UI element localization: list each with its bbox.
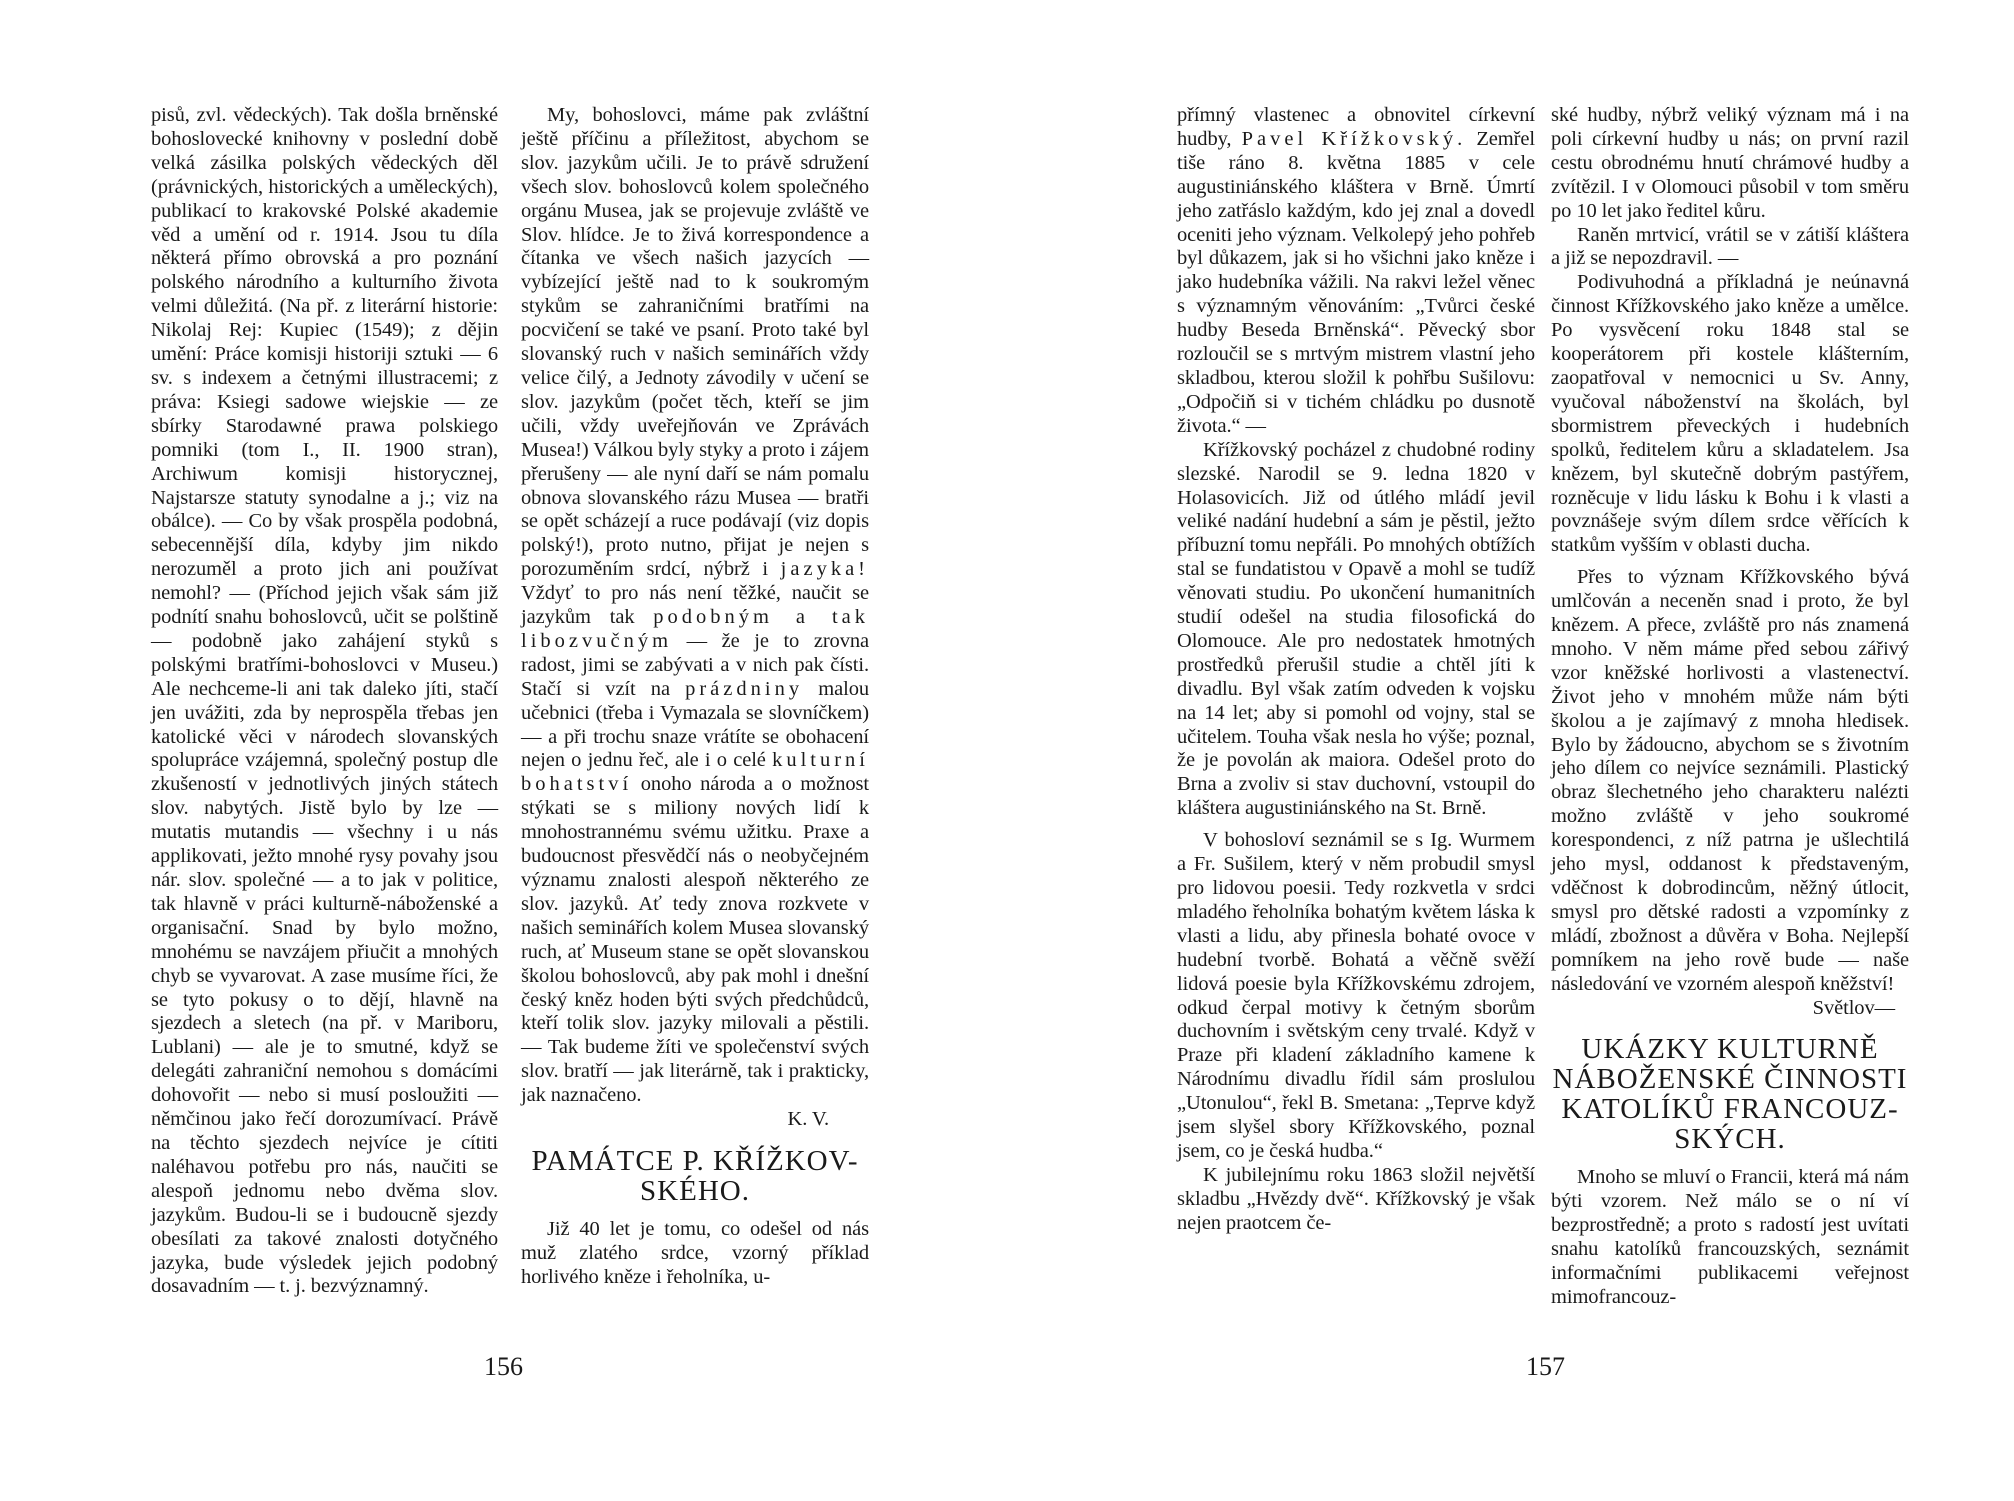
paragraph: pisů, zvl. vědeckých). Tak došla brněnské bohoslovecké knihovny v poslední době velká zásilka polských vědeckých děl (právnických, historických a uměleckých), publikací to krakovské Polské akademie věd a umění od r. 1914. Jsou tu díla některá přímo obrovská a pro poznání polského národního a kulturního života velmi důležitá. (Na př. z literární historie: Nikolaj Rej: Kupiec (1549); z dějin umění: Práce komisji historiji sztuki — 6 sv. s indexem a četnými illustracemi; z práva: Ksiegi sadowe wiejskie — ze sbírky Starodawné prawa polskiego pomniki (tom I., II. 1900 stran), Archiwum komisji historycznej, Najstarsze statuty synodalne a j.; viz na obálce). — Co by však prospěla podobná, sebecennější díla, kdyby jim nikdo nerozuměl a proto jich ani používat nemohl? — (Příchod jejich však sám již podnítí snahu bohoslovců, učit se polštině — podobně jako zahájení styků s polskými bratřími-bohoslovci v Museu.) Ale nechceme-li ani tak daleko jíti, stačí jen uvážiti, zda by neprospěla třebas jen katolické věci v národech slovanských spolupráce vzájemná, společný postup dle zkušeností v jednotlivých jiných státech slov. nabytých. Jistě bylo by lze — mutatis mutandis — všechny i u nás applikovati, ježto mnohé rysy povahy jsou nár. slov. společné — a to jak v politice, tak hlavně v práci kulturně-náboženské a organisační. Snad by bylo možno, mnohému se navzájem přiučit a mnohých chyb se vyvarovat. A zase musíme říci, že se tyto pokusy o to dějí, hlavně na sjezdech a sletech (na př. v Mariboru, Lublani) — ale je to smutné, když se delegáti zahraniční nemohou s domácími dohovořit — nebo si musí posloužiti — němčinou jako řečí dorozumívací. Právě na těchto sjezdech nejvíce je cítiti naléhavou potřebu pro nás, naučiti se alespoň jednomu nebo dvěma slov. jazykům. Budou-li se i budoucně sjezdy obesílati za takové znalosti dotyčného jazyka, bude výsledek jejich podobný dosavadním — t. j. bezvýznamný. (151, 104, 498, 1298)
left-page-column-1 (151, 104, 498, 1299)
paragraph: Mnoho se mluví o Francii, která má nám býti vzorem. Než málo se o ní ví bezprostředně; a proto s radostí jest uvítati snahu katolíků francouzských, seznámit informačními publikacemi veřejnost mimofrancouz- (1551, 1166, 1909, 1308)
paragraph: přímný vlastenec a obnovitel církevní hudby, Pavel Křížkovský. Zemřel tiše ráno 8. května 1885 v cele augustiniánského kláštera v Brně. Úmrtí jeho zatřáslo každým, kdo jej znal a dovedl oceniti jeho význam. Velkolepý jeho pohřeb byl důkazem, jak si ho všichni jako kněze i jako hudebníka vážili. Na rakvi ležel věnec s významným věnováním: „Tvůrci české hudby Beseda Brněnská“. Pěvecký sbor rozloučil se s mrtvým mistrem vlastní jeho skladbou, kterou složil k pohřbu Sušilovu: „Odpočiň si v tichém chládku po dusnotě života.“ — (1177, 104, 1535, 437)
paragraph: Podivuhodná a příkladná je neúnavná činnost Křížkovského jako kněze a umělce. Po vysvěcení roku 1848 stal se kooperátorem při kostele klášterním, zaopatřoval v nemocnici u Sv. Anny, vyučoval náboženství na školách, byl sbormistrem převeckých i hudebních spolků, ředitelem kůru a skladatelem. Jsa knězem, byl skutečně dobrým pastýřem, rozněcuje v lidu lásku k Bohu i k vlasti a povznášeje svým dílem srdce věřících k statkům vyšším v oblasti ducha. (1551, 271, 1909, 557)
spaced-emphasis: prázdniny (685, 677, 804, 700)
paragraph: Přes to význam Křížkovského bývá umlčován a neceněn snad i proto, že byl knězem. A přece, zvláště pro nás znamená mnoho. V něm máme před sebou zářivý vzor kněžské horlivosti a vlastenectví. Život jeho v mnohém může nám býti školou a je zajímavý z mnoha hledisek. Bylo by žádoucno, abychom se s životním jeho dílem co nejvíce seznámili. Plastický obraz šlechetného jeho charakteru nalézti možno zvláště v jeho soukromé korespondenci, z níž patrna je ušlechtilá jeho mysl, oddanost k představeným, vděčnost k dobrodincům, něžný útlocit, smysl pro dětské radosti a vzpomínky z mládí, zbožnost a důvěra v Boha. Nejlepší pomníkem na jeho rově bude — naše následování ve vzorném alespoň kněžství! (1551, 566, 1909, 995)
paragraph: Již 40 let je tomu, co odešel od nás muž zlatého srdce, vzorný příklad horlivého kněze i řeholníka, u- (521, 1217, 869, 1288)
page-number-right: 157 (1526, 1352, 1565, 1381)
paragraph: My, bohoslovci, máme pak zvláštní ještě příčinu a příležitost, abychom se slov. jazykům učili. Je to právě sdružení všech slov. bohoslovců kolem společného orgánu Musea, jak se projevuje zvláště ve Slov. hlídce. Je to živá korrespondence a čítanka ve všech našich jazycích — vybízející ještě nad to k soukromým stykům se zahraničními bratřími na pocvičení se také ve psaní. Proto také byl slovanský ruch v našich seminářích vždy velice čilý, a Jednoty závodily v učení se slov. jazykům (počet těch, kteří se jim učili, vždy uveřejňován ve Zprávách Musea!) Válkou byly styky a proto i zájem přerušeny — ale nyní daří se nám pomalu obnova slovanského rázu Musea — bratři se opět scházejí a ruce podávají (viz dopis polský!), proto nutno, přijat je nejen s porozuměním srdcí, nýbrž i jazyka! Vždyť to pro nás není těžké, naučit se jazykům tak podobným a tak libozvučným — že je to zrovna radost, jimi se zabývati a v nich pak čísti. Stačí si vzít na prázdniny malou učebnici (třeba i Vymazala se slovníčkem) — a při trochu snaze vrátíte se obohacení nejen o jednu řeč, ale i o celé kulturní bohatství onoho národa a o možnost stýkati se s miliony nových lidí k mnohostrannému svému užitku. Praxe a budoucnost přesvědčí nás o neobyčejném významu znalosti alespoň některého ze slov. jazyků. Ať tedy znova rozkvete v našich seminářích kolem Musea slovanský ruch, ať Museum stane se opět slovanskou školou bohoslovců, aby pak mohl i dnešní český kněz hoden býti svých předchůdců, kteří tolik slov. jazyky milovali a pěstili. — Tak budeme žíti ve společenství svých slov. bratří — jak literárně, tak i prakticky, jak naznačeno. (521, 104, 869, 1107)
spaced-emphasis: Pavel Křížkovský. (1241, 127, 1467, 150)
paragraph: K jubilejnímu roku 1863 složil největší skladbu „Hvězdy dvě“. Křížkovský je však nejen praotcem če- (1177, 1163, 1535, 1234)
author-signature: Světlov— (1812, 996, 1895, 1019)
right-page-column-2 (1551, 104, 1909, 1310)
paragraph: Křížkovský pocházel z chudobné rodiny slezské. Narodil se 9. ledna 1820 v Holasovicích. Již od útlého mládí jevil veliké nadání hudební a sám je pěstil, ježto příbuzní tomu nepřáli. Po mnohých obtížích stal se fundatistou v Opavě a mohl se tudíž věnovati studiu. Po ukončení humanitních studií odešel na studia filosofická do Olomouce. Ale pro nedostatek hmotných prostředků přerušil studie a chtěl jíti k divadlu. Byl však zatím odveden k vojsku na 14 let; aby si pomohl od vojny, stal se učitelem. Touha však nesla ho výše; poznal, že je povolán ak maiora. Odešel proto do Brna a zvoliv si stav duchovní, vstoupil do kláštera augustiniánského na St. Brně. (1177, 438, 1535, 820)
paragraph: ské hudby, nýbrž veliký význam má i na poli církevní hudby u nás; on první razil cestu obrodnému hnutí chrámové hudby a zvítězil. I v Olomouci působil v tom směru po 10 let jako ředitel kůru. (1551, 104, 1909, 222)
article-heading: UKÁZKY KULTURNĚ NÁBOŽENSKÉ ČINNOSTI KATOLÍKŮ FRANCOUZ-SKÝCH. (1552, 1033, 1908, 1156)
right-page-column-1 (1177, 104, 1535, 1236)
article-heading: PAMÁTCE P. KŘÍŽKOV-SKÉHO. (531, 1144, 859, 1207)
page-number-left: 156 (484, 1352, 523, 1381)
author-signature: K. V. (787, 1108, 829, 1131)
spaced-emphasis: jazyka! (780, 558, 869, 581)
spaced-emphasis: kulturní bohatství (521, 749, 869, 796)
paragraph: V bohosloví seznámil se s Ig. Wurmem a Fr. Sušilem, který v něm probudil smysl pro lidovou poesii. Tedy rozkvetla v srdci mladého řeholníka bohatým květem láska k vlasti a lidu, aby přinesla bohaté ovoce v hudební tvorbě. Bohatá a věčně svěží lidová poesie byla Křížkovskému zdrojem, odkud čerpal motivy k četným sborům duchovním i světským ceny trvalé. Když v Praze při kladení základního kamene k Národnímu divadlu řídil sám proslulou „Utonulou“, řekl B. Smetana: „Teprve když jsem slyšel sbory Křížkovského, poznal jsem, co je česká hudba.“ (1177, 829, 1535, 1162)
spaced-emphasis: podobným a tak libozvučným (521, 606, 869, 652)
paragraph: Raněn mrtvicí, vrátil se v zátiší kláštera a již se nepozdravil. — (1551, 223, 1909, 270)
left-page-column-2 (521, 104, 869, 1290)
